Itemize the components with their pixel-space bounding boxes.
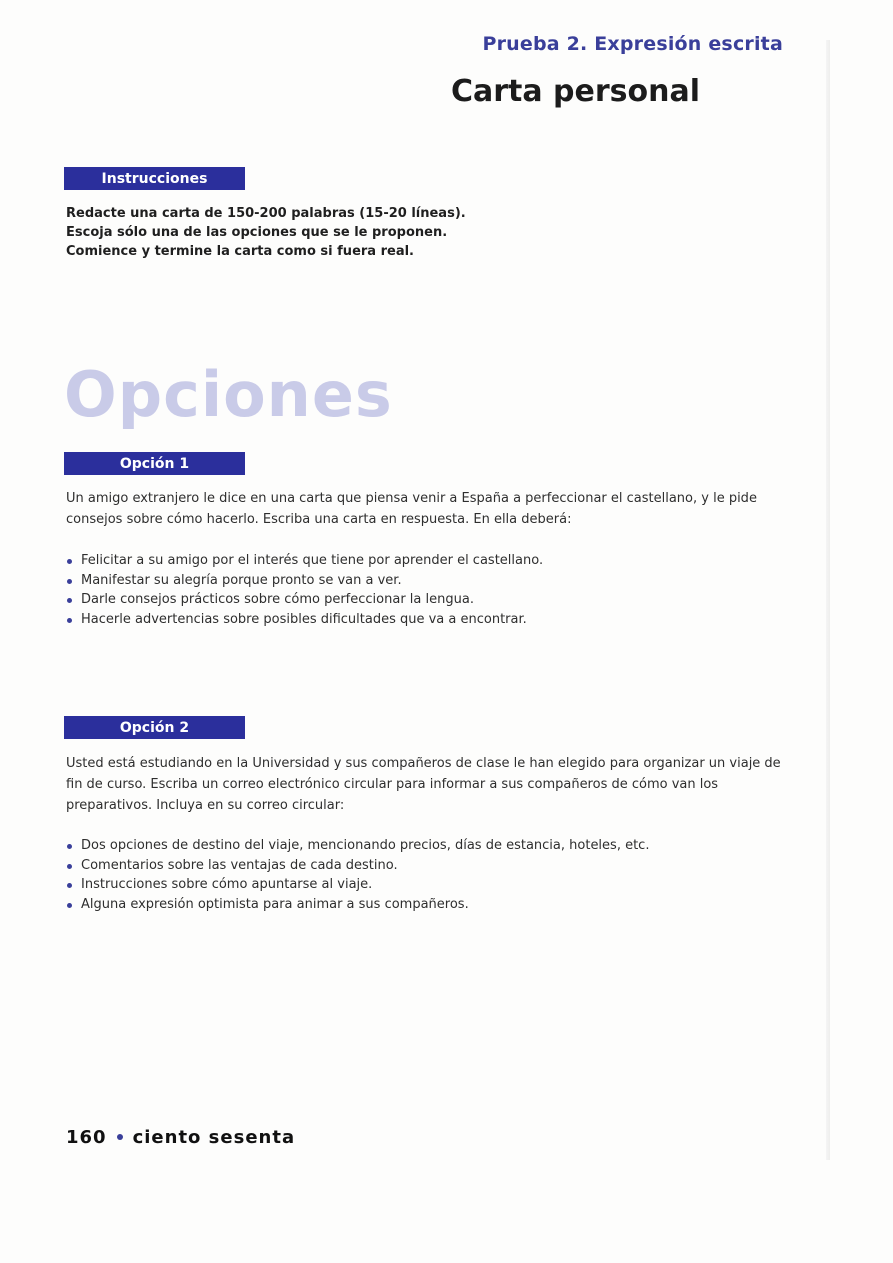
option-1-label: Opción 1: [64, 452, 245, 475]
instruction-line: Escoja sólo una de las opciones que se le proponen.: [66, 225, 448, 240]
page-number: 160: [66, 1127, 107, 1148]
list-item-text: Darle consejos prácticos sobre cómo perfeccionar la lengua.: [81, 592, 474, 607]
page-title: Carta personal: [450, 74, 700, 109]
bullet-icon: [67, 579, 72, 584]
list-item-text: Hacerle advertencias sobre posibles dificultades que va a encontrar.: [81, 611, 527, 627]
list-item: [66, 875, 788, 895]
list-item-text: Alguna expresión optimista para animar a sus compañeros.: [81, 896, 469, 912]
instruction-line: Comience y termine la carta como si fuera real.: [66, 244, 414, 259]
bullet-icon: [67, 844, 72, 849]
page-footer: [66, 1127, 295, 1148]
page-edge-shade: [826, 40, 830, 1160]
list-item-text: Manifestar su alegría porque pronto se van a ver.: [81, 572, 402, 588]
list-item-text: Instrucciones sobre cómo apuntarse al viaje.: [81, 877, 373, 892]
instructions-list: [66, 204, 626, 261]
bullet-icon: [67, 883, 72, 888]
list-item-text: Dos opciones de destino del viaje, mencionando precios, días de estancia, hoteles, etc.: [81, 838, 650, 853]
options-watermark-heading: Opciones: [64, 358, 393, 431]
page-number-words: ciento sesenta: [132, 1127, 296, 1148]
bullet-icon: [67, 618, 72, 623]
bullet-icon: [67, 598, 72, 603]
option-2-prompt: Usted está estudiando en la Universidad y sus compañeros de clase le han elegido para organizar un viaje de fin de curso. Escriba un correo electrónico circular para informar a sus compañeros de cómo van los preparativos. Incluya en su correo circular:: [66, 756, 781, 813]
list-item: [66, 836, 788, 856]
list-item: [66, 590, 788, 610]
instructions-label: Instrucciones: [64, 167, 245, 190]
list-item: [66, 551, 788, 571]
bullet-icon: [67, 864, 72, 869]
list-item: [66, 856, 788, 876]
list-item-text: Comentarios sobre las ventajas de cada destino.: [81, 857, 398, 873]
section-kicker: Prueba 2. Expresión escrita: [482, 33, 783, 55]
option-2-bullets: [66, 836, 788, 914]
bullet-icon: [67, 903, 72, 908]
option-1-bullets: [66, 551, 788, 629]
list-item: [66, 610, 788, 630]
bullet-icon: [67, 559, 72, 564]
list-item: [66, 571, 788, 591]
instruction-line: Redacte una carta de 150-200 palabras (15-20 líneas).: [66, 206, 466, 221]
option-2-label: Opción 2: [64, 716, 245, 739]
option-1-prompt: Un amigo extranjero le dice en una carta que piensa venir a España a perfeccionar el castellano, y le pide consejos sobre cómo hacerlo. Escriba una carta en respuesta. En ella deberá:: [66, 491, 757, 527]
separator-dot-icon: [117, 1134, 123, 1140]
list-item-text: Felicitar a su amigo por el interés que tiene por aprender el castellano.: [81, 553, 544, 568]
list-item: [66, 895, 788, 915]
